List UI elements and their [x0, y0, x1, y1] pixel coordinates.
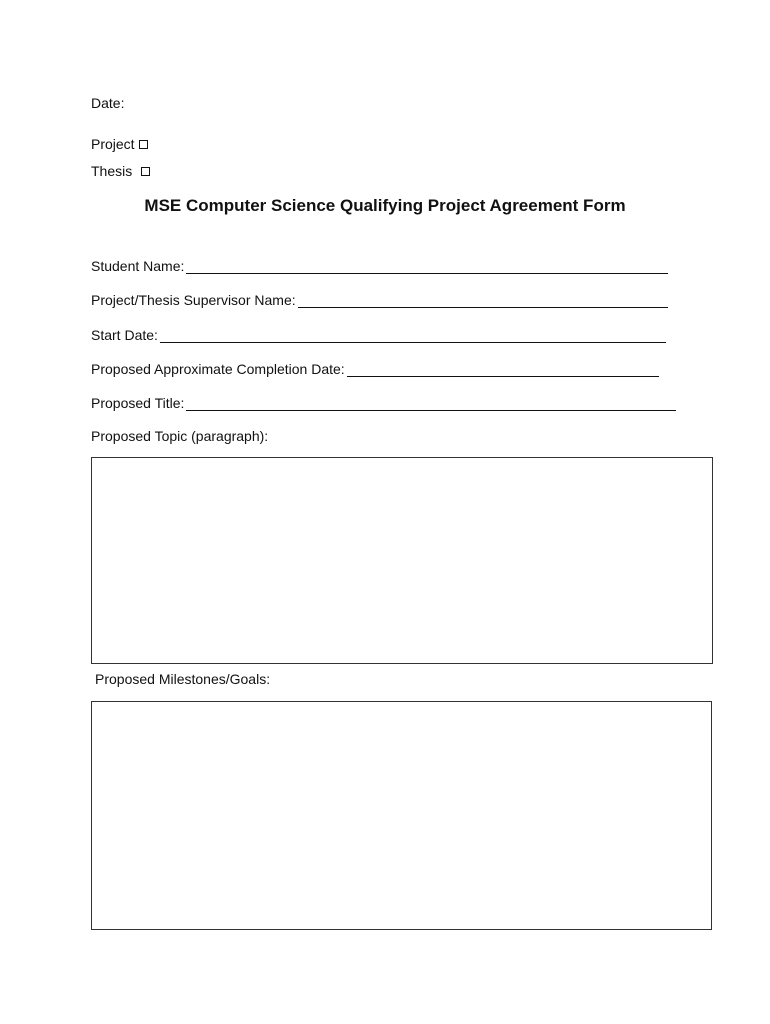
student-name-row: [91, 256, 668, 274]
milestones-label: Proposed Milestones/Goals:: [95, 671, 271, 687]
proposed-title-row: [91, 393, 676, 411]
start-date-row: [91, 325, 666, 343]
project-option-label: Project: [91, 136, 135, 152]
completion-date-row: [91, 359, 659, 377]
start-date-label: Start Date:: [91, 327, 158, 343]
supervisor-name-label: Project/Thesis Supervisor Name:: [91, 292, 296, 308]
student-name-label: Student Name:: [91, 258, 185, 274]
date-label: Date:: [91, 95, 125, 111]
completion-date-label: Proposed Approximate Completion Date:: [91, 361, 345, 377]
project-option: [91, 136, 148, 152]
project-checkbox[interactable]: [139, 140, 148, 149]
proposed-title-label: Proposed Title:: [91, 395, 185, 411]
thesis-option-label: Thesis: [91, 163, 133, 179]
student-name-field[interactable]: [186, 259, 668, 274]
thesis-option: [91, 163, 150, 179]
thesis-checkbox[interactable]: [141, 167, 150, 176]
form-title: MSE Computer Science Qualifying Project Agreement Form: [144, 196, 626, 215]
topic-label: Proposed Topic (paragraph):: [91, 428, 269, 444]
start-date-field[interactable]: [160, 328, 666, 343]
proposed-title-field[interactable]: [186, 396, 676, 411]
completion-date-field[interactable]: [347, 362, 659, 377]
milestones-textarea[interactable]: [91, 701, 712, 930]
supervisor-name-row: [91, 290, 668, 308]
supervisor-name-field[interactable]: [298, 293, 668, 308]
topic-textarea[interactable]: [91, 457, 713, 664]
